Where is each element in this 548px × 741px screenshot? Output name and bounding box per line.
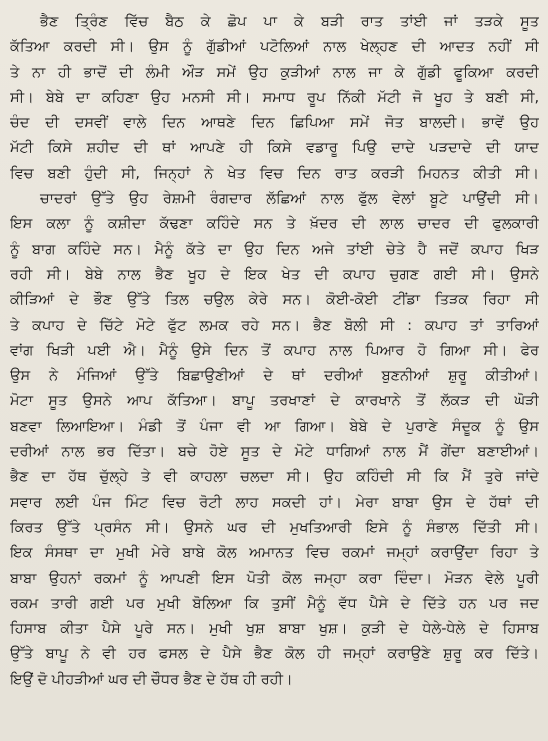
text-line: ਕੀੜਿਆਂ ਦੇ ਭੌਣ ਉੱਤੇ ਤਿਲ ਚਉਲ ਕੇਰੇ ਸਨ। ਕੋਈ-ਕੋਈ ਟੀਂਡਾ ਤਿੜਕ ਰਿਹਾ ਸੀ [10, 291, 539, 309]
text-line: ਰਕਮ ਤਾਰੀ ਗਈ ਪਰ ਮੁਖੀ ਬੋਲਿਆ ਕਿ ਤੁਸੀਂ ਮੈਨੂੰ ਵੱਧ ਪੈਸੇ ਦੇ ਦਿੱਤੇ ਹਨ ਪਰ ਜਦ [10, 594, 539, 612]
text-line: ਵਾਂਗ ਖਿੜੀ ਪਈ ਐ। ਮੈਨੂੰ ਉਸੇ ਦਿਨ ਤੋਂ ਕਪਾਹ ਨਾਲ ਪਿਆਰ ਹੋ ਗਿਆ ਸੀ। ਫੇਰ [10, 341, 539, 359]
text-line: ਵਿਚ ਬਣੀ ਹੁੰਦੀ ਸੀ, ਜਿਨ੍ਹਾਂ ਨੇ ਖੇਤ ਵਿਚ ਦਿਨ ਰਾਤ ਕਰੜੀ ਮਿਹਨਤ ਕੀਤੀ ਸੀ। [10, 164, 539, 182]
text-line: ਚਾਦਰਾਂ ਉੱਤੇ ਉਹ ਰੇਸ਼ਮੀ ਰੰਗਦਾਰ ਲੱਛਿਆਂ ਨਾਲ ਫੁੱਲ ਵੇਲਾਂ ਬੂਟੇ ਪਾਉਂਦੀ ਸੀ। [40, 190, 539, 208]
text-line: ਹਿਸਾਬ ਕੀਤਾ ਪੈਸੇ ਪੂਰੇ ਸਨ। ਮੁਖੀ ਖੁਸ਼ ਬਾਬਾ ਖੁਸ਼। ਕੁੜੀ ਦੇ ਧੇਲੇ-ਧੇਲੇ ਦੇ ਹਿਸਾਬ [10, 620, 539, 638]
text-line: ਭੈਣ ਦਾ ਹੱਥ ਚੁੱਲ੍ਹੇ ਤੇ ਵੀ ਕਾਹਲਾ ਚਲਦਾ ਸੀ। ਉਹ ਕਹਿੰਦੀ ਸੀ ਕਿ ਮੈਂ ਤੁਰੇ ਜਾਂਦੇ [10, 468, 539, 486]
text-line: ਮੋਟਾ ਸੂਤ ਉਸਨੇ ਆਪ ਕੱਤਿਆ। ਬਾਪੂ ਤਰਖਾਣਾਂ ਦੇ ਕਾਰਖਾਨੇ ਤੋਂ ਲੱਕੜ ਦੀ ਘੋੜੀ [10, 392, 539, 410]
paragraph-1 [10, 9, 539, 186]
text-line: ਤੇ ਨਾ ਹੀ ਭਾਦੋਂ ਦੀ ਲੰਮੀ ਔੜ ਸਮੇਂ ਉਹ ਕੁੜੀਆਂ ਨਾਲ ਜਾ ਕੇ ਗੁੱਡੀ ਫੂਕਿਆ ਕਰਦੀ [10, 63, 539, 81]
text-line: ਇਉਂ ਦੋ ਪੀਹੜੀਆਂ ਘਰ ਦੀ ਚੌਧਰ ਭੈਣ ਦੇ ਹੱਥ ਹੀ ਰਹੀ। [10, 670, 293, 688]
text-line: ਦਰੀਆਂ ਨਾਲ ਭਰ ਦਿੱਤਾ। ਬਚੇ ਹੋਏ ਸੂਤ ਦੇ ਮੋਟੇ ਧਾਗਿਆਂ ਨਾਲ ਮੈਂ ਗੇਂਦਾ ਬਣਾਈਆਂ। [10, 443, 539, 461]
text-line: ਨੂੰ ਬਾਗ ਕਹਿੰਦੇ ਸਨ। ਮੈਨੂੰ ਕੱਤੇ ਦਾ ਉਹ ਦਿਨ ਅਜੇ ਤਾਂਈ ਚੇਤੇ ਹੈ ਜਦੋਂ ਕਪਾਹ ਖਿੜ [10, 240, 539, 258]
text-line: ਰਹੀ ਸੀ। ਬੇਬੇ ਨਾਲ ਭੈਣ ਖੂਹ ਦੇ ਇਕ ਖੇਤ ਦੀ ਕਪਾਹ ਚੁਗਣ ਗਈ ਸੀ। ਉਸਨੇ [10, 265, 539, 283]
text-line: ਮੱਟੀ ਕਿਸੇ ਸ਼ਹੀਦ ਦੀ ਥਾਂ ਆਪਣੇ ਹੀ ਕਿਸੇ ਵਡਾਰੂ ਪਿਉ ਦਾਦੇ ਪੜਦਾਦੇ ਦੀ ਯਾਦ [10, 139, 539, 157]
text-line: ਚੰਦ ਦੀ ਦਸਵੀਂ ਵਾਲੇ ਦਿਨ ਆਥਣੇ ਦਿਨ ਛਿਪਿਆ ਸਮੇਂ ਜੋਤ ਬਾਲਦੀ। ਭਾਵੇਂ ਉਹ [10, 114, 539, 132]
text-line: ਕਿਰਤ ਉੱਤੇ ਪ੍ਰਸੰਨ ਸੀ। ਉਸਨੇ ਘਰ ਦੀ ਮੁਖਤਿਆਰੀ ਇਸੇ ਨੂੰ ਸੰਭਾਲ ਦਿੱਤੀ ਸੀ। [10, 518, 539, 536]
text-line: ਇਕ ਸੰਸਥਾ ਦਾ ਮੁਖੀ ਮੇਰੇ ਬਾਬੇ ਕੋਲ ਅਮਾਨਤ ਵਿਚ ਰਕਮਾਂ ਜਮ੍ਹਾਂ ਕਰਾਉਂਦਾ ਰਿਹਾ ਤੇ [10, 544, 539, 562]
text-line: ਕੱਤਿਆ ਕਰਦੀ ਸੀ। ਉਸ ਨੂੰ ਗੁੱਡੀਆਂ ਪਟੋਲਿਆਂ ਨਾਲ ਖੇਲ੍ਹਣ ਦੀ ਆਦਤ ਨਹੀਂ ਸੀ [10, 38, 539, 56]
text-line: ਉੱਤੇ ਬਾਪੂ ਨੇ ਵੀ ਹਰ ਫਸਲ ਦੇ ਪੈਸੇ ਭੈਣ ਕੋਲ ਹੀ ਜਮ੍ਹਾਂ ਕਰਾਉਣੇ ਸ਼ੁਰੂ ਕਰ ਦਿੱਤੇ। [10, 645, 539, 663]
text-line: ਤੇ ਕਪਾਹ ਦੇ ਚਿੱਟੇ ਮੋਟੇ ਫੁੱਟ ਲਮਕ ਰਹੇ ਸਨ। ਭੈਣ ਬੋਲੀ ਸੀ : ਕਪਾਹ ਤਾਂ ਤਾਰਿਆਂ [10, 316, 539, 334]
text-line: ਸੀ। ਬੇਬੇ ਦਾ ਕਹਿਣਾ ਉਹ ਮਨਸੀ ਸੀ। ਸਮਾਧ ਰੂਪ ਨਿੱਕੀ ਮੱਟੀ ਜੋ ਖੂਹ ਤੇ ਬਣੀ ਸੀ, [10, 88, 539, 106]
text-line: ਸਵਾਰ ਲਈ ਪੰਜ ਮਿੰਟ ਵਿਚ ਰੋਟੀ ਲਾਹ ਸਕਦੀ ਹਾਂ। ਮੇਰਾ ਬਾਬਾ ਉਸ ਦੇ ਹੱਥਾਂ ਦੀ [10, 493, 539, 511]
text-line: ਉਸ ਨੇ ਮੰਜਿਆਂ ਉੱਤੇ ਬਿਛਾਉਣੀਆਂ ਦੇ ਥਾਂ ਦਰੀਆਂ ਬੁਣਨੀਆਂ ਸ਼ੁਰੂ ਕੀਤੀਆਂ। [10, 367, 539, 385]
text-line: ਇਸ ਕਲਾ ਨੂੰ ਕਸ਼ੀਦਾ ਕੱਢਣਾ ਕਹਿੰਦੇ ਸਨ ਤੇ ਖ਼ੱਦਰ ਦੀ ਲਾਲ ਚਾਦਰ ਦੀ ਫੁਲਕਾਰੀ [10, 215, 539, 233]
text-line: ਬਾਬਾ ਉਹਨਾਂ ਰਕਮਾਂ ਨੂੰ ਆਪਣੀ ਇਸ ਪੋਤੀ ਕੋਲ ਜਮ੍ਹਾ ਕਰਾ ਦਿੰਦਾ। ਮੋੜਨ ਵੇਲੇ ਪੂਰੀ [10, 569, 539, 587]
paragraph-2 [10, 186, 539, 692]
text-line: ਬਣਵਾ ਲਿਆਇਆ। ਮੰਡੀ ਤੋਂ ਪੰਜਾ ਵੀ ਆ ਗਿਆ। ਬੇਬੇ ਦੇ ਪੁਰਾਣੇ ਸੰਦੂਕ ਨੂੰ ਉਸ [10, 417, 539, 435]
text-line: ਭੈਣ ਤ੍ਰਿੰਣ ਵਿੱਚ ਬੈਠ ਕੇ ਛੋਪ ਪਾ ਕੇ ਬੜੀ ਰਾਤ ਤਾਂਈ ਜਾਂ ਤੜਕੇ ਸੂਤ [40, 13, 539, 30]
